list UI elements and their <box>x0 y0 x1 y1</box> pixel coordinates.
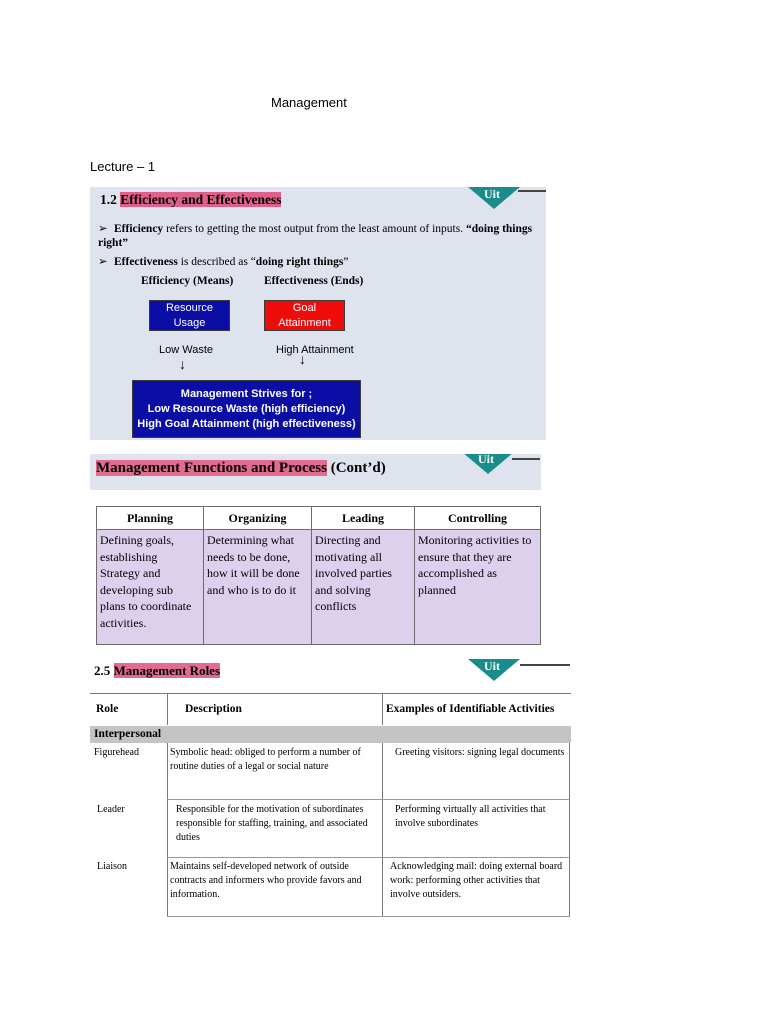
slide2-title-text: Management Functions and Process <box>96 460 327 476</box>
lecture-heading: Lecture – 1 <box>90 159 156 174</box>
logo-caption-line <box>520 664 570 666</box>
slide-efficiency-effectiveness <box>90 187 546 440</box>
logo-caption-line <box>518 190 546 192</box>
cell-leading: Directing and motivating all involved parties and solving conflicts <box>312 530 415 645</box>
header-controlling: Controlling <box>415 507 541 530</box>
examples-cell: Acknowledging mail: doing external board work: performing other activities that involve outsiders. <box>390 861 563 900</box>
header-divider <box>167 693 168 725</box>
bullet2-end: ” <box>343 256 349 268</box>
bullet-effectiveness <box>98 255 543 269</box>
slide1-title <box>100 192 281 208</box>
summary-line-1: Management Strives for ; <box>180 387 313 400</box>
header-leading: Leading <box>312 507 415 530</box>
column-divider <box>382 743 383 917</box>
role-cell: Figurehead <box>94 747 139 758</box>
effectiveness-ends-heading: Effectiveness (Ends) <box>264 275 364 287</box>
slide3-title <box>94 663 220 679</box>
management-strives-box <box>132 380 361 438</box>
bullet-arrow-icon: ➢ <box>98 256 108 268</box>
document-title: Management <box>271 95 347 110</box>
cell-organizing: Determining what needs to be done, how it will be done and who is to do it <box>204 530 312 645</box>
header-role: Role <box>96 703 119 715</box>
examples-cell: Performing virtually all activities that involve subordinates <box>395 804 546 829</box>
bullet2-text: is described as “ <box>177 256 256 268</box>
cell-controlling: Monitoring activities to ensure that they are accomplished as planned <box>415 530 541 645</box>
high-attainment-label: High Attainment <box>276 344 354 356</box>
description-cell: Responsible for the motivation of subordinates responsible for staffing, training, and associated duties <box>176 804 368 843</box>
slide3-title-text: Management Roles <box>113 663 221 678</box>
header-description: Description <box>185 703 242 715</box>
column-divider <box>569 743 570 917</box>
university-logo <box>468 659 571 687</box>
slide3-title-number: 2.5 <box>94 663 111 678</box>
university-logo <box>468 187 546 213</box>
functions-header-row <box>97 507 541 530</box>
row-divider <box>167 916 570 917</box>
description-cell: Maintains self-developed network of outside contracts and informers who provide favors and information. <box>170 861 362 900</box>
down-arrow-icon: ↓ <box>179 358 186 373</box>
slide1-title-number: 1.2 <box>100 192 117 207</box>
summary-line-2: Low Resource Waste (high efficiency) <box>147 402 346 415</box>
bullet-arrow-icon: ➢ <box>98 223 108 235</box>
logo-text: Uit <box>484 187 500 201</box>
header-examples: Examples of Identifiable Activities <box>386 703 555 715</box>
description-cell: Symbolic head: obliged to perform a number of routine duties of a legal or social nature <box>170 747 361 772</box>
efficiency-means-heading: Efficiency (Means) <box>141 275 234 287</box>
university-logo <box>462 454 541 478</box>
column-divider <box>167 743 168 917</box>
summary-line-3: High Goal Attainment (high effectiveness) <box>137 417 356 430</box>
roles-header-row <box>90 693 571 727</box>
functions-body-row <box>97 530 541 645</box>
goal-attainment-box <box>264 300 345 331</box>
row-divider <box>167 799 570 800</box>
bullet2-term: Effectiveness <box>114 256 178 268</box>
down-arrow-icon: ↓ <box>299 353 306 368</box>
examples-cell: Greeting visitors: signing legal documents <box>395 747 565 758</box>
slide-management-functions <box>90 454 541 647</box>
bullet1-text: refers to getting the most output from the least amount of inputs. <box>163 223 466 235</box>
cell-planning: Defining goals, establishing Strategy and developing sub plans to coordinate activities. <box>97 530 204 645</box>
group-interpersonal: Interpersonal <box>90 726 571 743</box>
bullet2-quote: doing right things <box>255 256 344 268</box>
slide1-title-text: Efficiency and Effectiveness <box>120 192 282 207</box>
resource-usage-box <box>149 300 230 331</box>
role-cell: Leader <box>97 804 125 815</box>
bullet-efficiency <box>98 222 543 250</box>
role-cell: Liaison <box>97 861 127 872</box>
header-divider <box>382 693 383 725</box>
logo-text: Uit <box>484 659 500 673</box>
goal-attainment-label: Goal Attainment <box>278 301 331 329</box>
logo-text: Uit <box>478 454 494 466</box>
resource-usage-label: Resource Usage <box>165 301 214 329</box>
bullet1-term: Efficiency <box>114 223 164 235</box>
bullet1-quote: “doing things right” <box>98 223 533 249</box>
slide2-title <box>96 460 386 477</box>
low-waste-label: Low Waste <box>159 344 214 356</box>
header-organizing: Organizing <box>204 507 312 530</box>
logo-caption-line <box>512 458 540 460</box>
row-divider <box>167 857 570 858</box>
header-planning: Planning <box>97 507 204 530</box>
functions-table <box>96 506 541 645</box>
slide2-title-suffix: (Cont’d) <box>326 460 386 476</box>
slide-management-roles <box>90 659 571 918</box>
